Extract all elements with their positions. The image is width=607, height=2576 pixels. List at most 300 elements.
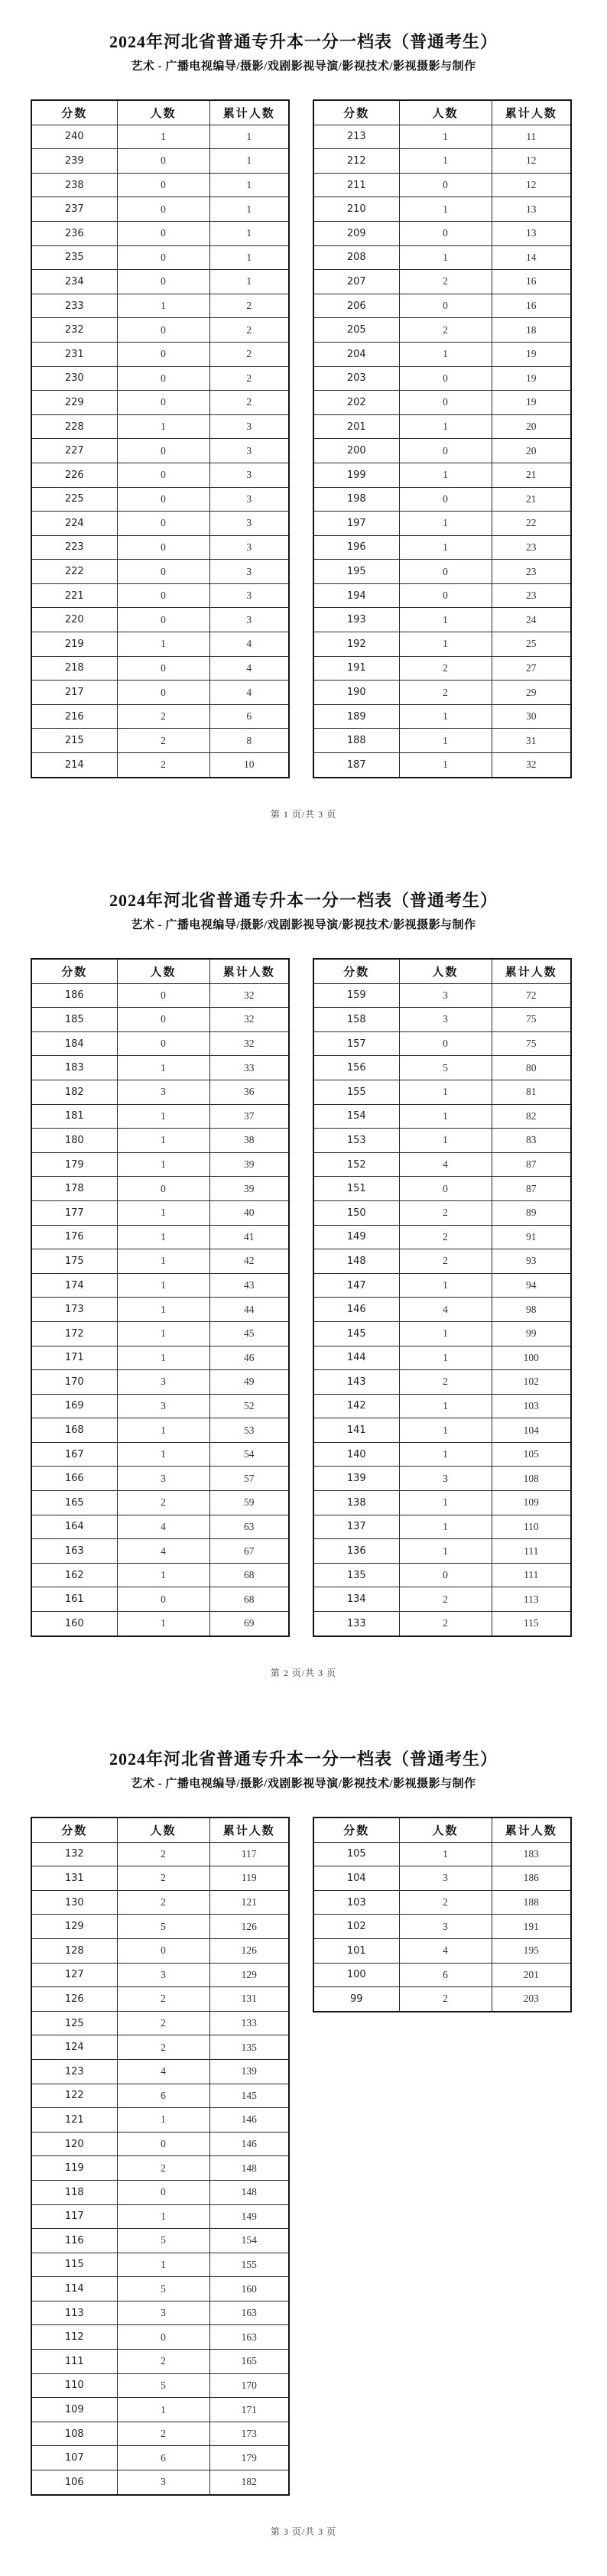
- score-table-left: [31, 958, 290, 1637]
- cumulative-count-cell: 163: [209, 2325, 289, 2350]
- score-cell: 148: [313, 1249, 399, 1274]
- count-cell: 2: [399, 1370, 492, 1395]
- cumulative-count-cell: 3: [209, 512, 289, 536]
- count-cell: 1: [399, 1104, 492, 1129]
- cumulative-count-cell: 129: [209, 1963, 289, 1987]
- cumulative-count-cell: 179: [209, 2446, 289, 2470]
- table-body: [31, 983, 289, 1636]
- table-row: [313, 1346, 571, 1370]
- table-row: [313, 1273, 571, 1298]
- count-cell: 2: [399, 1225, 492, 1249]
- score-cell: 199: [313, 463, 399, 487]
- column-header: 分数: [313, 1817, 399, 1842]
- cumulative-count-cell: 1: [209, 245, 289, 270]
- table-row: [31, 1587, 289, 1612]
- cumulative-count-cell: 32: [209, 1008, 289, 1032]
- score-cell: 133: [313, 1612, 399, 1636]
- count-cell: 1: [117, 1346, 209, 1370]
- score-cell: 239: [31, 149, 117, 174]
- cumulative-count-cell: 103: [492, 1394, 571, 1418]
- table-row: [31, 632, 289, 657]
- column-header: 累计人数: [492, 100, 571, 125]
- count-cell: 3: [399, 1915, 492, 1939]
- cumulative-count-cell: 13: [492, 197, 571, 222]
- table-row: [313, 391, 571, 415]
- count-cell: 1: [117, 1321, 209, 1346]
- score-cell: 107: [31, 2446, 117, 2470]
- count-cell: 0: [399, 294, 492, 318]
- table-row: [31, 983, 289, 1008]
- count-cell: 0: [117, 983, 209, 1008]
- count-cell: 1: [399, 535, 492, 560]
- cumulative-count-cell: 94: [492, 1273, 571, 1298]
- count-cell: 3: [399, 983, 492, 1008]
- cumulative-count-cell: 111: [492, 1563, 571, 1587]
- score-cell: 149: [313, 1225, 399, 1249]
- score-cell: 174: [31, 1273, 117, 1298]
- count-cell: 3: [117, 1963, 209, 1987]
- cumulative-count-cell: 63: [209, 1515, 289, 1539]
- table-row: [313, 1129, 571, 1153]
- table-row: [31, 2350, 289, 2374]
- cumulative-count-cell: 171: [209, 2398, 289, 2422]
- score-cell: 186: [31, 983, 117, 1008]
- column-header: 累计人数: [209, 959, 289, 983]
- table-row: [31, 1418, 289, 1443]
- score-cell: 213: [313, 125, 399, 149]
- table-row: [313, 1225, 571, 1249]
- cumulative-count-cell: 2: [209, 391, 289, 415]
- count-cell: 0: [117, 2325, 209, 2350]
- score-cell: 203: [313, 366, 399, 391]
- score-cell: 207: [313, 270, 399, 294]
- cumulative-count-cell: 1: [209, 149, 289, 174]
- score-cell: 109: [31, 2398, 117, 2422]
- score-cell: 197: [313, 512, 399, 536]
- table-row: [31, 1842, 289, 1866]
- table-row: [31, 1987, 289, 2012]
- column-header: 累计人数: [209, 1817, 289, 1842]
- count-cell: 1: [399, 125, 492, 149]
- table-row: [313, 1842, 571, 1866]
- score-cell: 231: [31, 342, 117, 366]
- score-cell: 209: [313, 221, 399, 245]
- cumulative-count-cell: 67: [209, 1539, 289, 1564]
- count-cell: 2: [117, 2035, 209, 2060]
- count-cell: 0: [117, 608, 209, 632]
- score-cell: 179: [31, 1152, 117, 1177]
- page-title: 2024年河北省普通专升本一分一档表（普通考生）: [109, 1749, 498, 1769]
- table-row: [31, 1612, 289, 1636]
- score-cell: 153: [313, 1129, 399, 1153]
- score-cell: 168: [31, 1418, 117, 1443]
- count-cell: 1: [117, 1225, 209, 1249]
- score-cell: 236: [31, 221, 117, 245]
- table-row: [313, 1467, 571, 1491]
- cumulative-count-cell: 20: [492, 439, 571, 463]
- count-cell: 1: [117, 1273, 209, 1298]
- table-row: [31, 560, 289, 584]
- count-cell: 0: [117, 149, 209, 174]
- cumulative-count-cell: 81: [492, 1080, 571, 1104]
- count-cell: 0: [399, 173, 492, 197]
- table-row: [313, 1987, 571, 2012]
- cumulative-count-cell: 105: [492, 1442, 571, 1467]
- table-header-row: [313, 959, 571, 983]
- count-cell: 2: [117, 1987, 209, 2012]
- count-cell: 0: [117, 487, 209, 512]
- count-cell: 5: [117, 1915, 209, 1939]
- cumulative-count-cell: 43: [209, 1273, 289, 1298]
- table-row: [313, 342, 571, 366]
- cumulative-count-cell: 82: [492, 1104, 571, 1129]
- table-row: [313, 1612, 571, 1636]
- cumulative-count-cell: 33: [209, 1056, 289, 1080]
- cumulative-count-cell: 135: [209, 2035, 289, 2060]
- score-table-right: [313, 1817, 572, 2012]
- table-row: [31, 487, 289, 512]
- score-cell: 151: [313, 1177, 399, 1201]
- table-row: [313, 704, 571, 729]
- column-header: 分数: [313, 100, 399, 125]
- cumulative-count-cell: 4: [209, 681, 289, 705]
- score-cell: 194: [313, 583, 399, 608]
- score-cell: 129: [31, 1915, 117, 1939]
- table-row: [31, 318, 289, 343]
- table-row: [31, 1491, 289, 1515]
- cumulative-count-cell: 91: [492, 1225, 571, 1249]
- score-cell: 184: [31, 1031, 117, 1056]
- score-cell: 212: [313, 149, 399, 174]
- score-cell: 105: [313, 1842, 399, 1866]
- count-cell: 1: [117, 1200, 209, 1225]
- score-table-left: [31, 99, 290, 778]
- cumulative-count-cell: 93: [492, 1249, 571, 1274]
- count-cell: 1: [399, 1515, 492, 1539]
- cumulative-count-cell: 19: [492, 366, 571, 391]
- cumulative-count-cell: 29: [492, 681, 571, 705]
- score-cell: 113: [31, 2301, 117, 2325]
- cumulative-count-cell: 201: [492, 1963, 571, 1987]
- cumulative-count-cell: 22: [492, 512, 571, 536]
- table-row: [31, 197, 289, 222]
- score-cell: 226: [31, 463, 117, 487]
- count-cell: 0: [117, 1177, 209, 1201]
- score-cell: 172: [31, 1321, 117, 1346]
- count-cell: 0: [399, 1177, 492, 1201]
- cumulative-count-cell: 23: [492, 560, 571, 584]
- score-cell: 204: [313, 342, 399, 366]
- cumulative-count-cell: 146: [209, 2132, 289, 2156]
- count-cell: 2: [117, 2156, 209, 2181]
- count-cell: 1: [117, 1298, 209, 1322]
- table-row: [31, 681, 289, 705]
- cumulative-count-cell: 18: [492, 318, 571, 343]
- score-cell: 229: [31, 391, 117, 415]
- table-row: [313, 1587, 571, 1612]
- table-row: [31, 2446, 289, 2470]
- count-cell: 0: [117, 270, 209, 294]
- cumulative-count-cell: 27: [492, 656, 571, 681]
- cumulative-count-cell: 21: [492, 487, 571, 512]
- table-row: [31, 1225, 289, 1249]
- table-row: [313, 729, 571, 753]
- table-row: [313, 318, 571, 343]
- score-cell: 135: [313, 1563, 399, 1587]
- table-row: [313, 270, 571, 294]
- table-row: [313, 1915, 571, 1939]
- table-row: [31, 1104, 289, 1129]
- cumulative-count-cell: 16: [492, 270, 571, 294]
- cumulative-count-cell: 46: [209, 1346, 289, 1370]
- table-row: [313, 149, 571, 174]
- score-cell: 216: [31, 704, 117, 729]
- cumulative-count-cell: 30: [492, 704, 571, 729]
- table-row: [31, 414, 289, 439]
- table-row: [31, 1249, 289, 1274]
- score-cell: 155: [313, 1080, 399, 1104]
- cumulative-count-cell: 3: [209, 608, 289, 632]
- table-row: [31, 439, 289, 463]
- score-cell: 202: [313, 391, 399, 415]
- count-cell: 0: [117, 681, 209, 705]
- score-cell: 110: [31, 2373, 117, 2398]
- cumulative-count-cell: 53: [209, 1418, 289, 1443]
- score-cell: 138: [313, 1491, 399, 1515]
- score-cell: 136: [313, 1539, 399, 1564]
- table-row: [313, 125, 571, 149]
- count-cell: 2: [117, 2011, 209, 2035]
- score-cell: 211: [313, 173, 399, 197]
- count-cell: 1: [399, 1080, 492, 1104]
- cumulative-count-cell: 3: [209, 583, 289, 608]
- page-title: 2024年河北省普通专升本一分一档表（普通考生）: [109, 32, 498, 51]
- count-cell: 4: [399, 1938, 492, 1963]
- table-row: [31, 753, 289, 778]
- count-cell: 3: [117, 1370, 209, 1395]
- cumulative-count-cell: 44: [209, 1298, 289, 1322]
- score-cell: 161: [31, 1587, 117, 1612]
- count-cell: 1: [399, 704, 492, 729]
- tables-container: [31, 1817, 572, 2496]
- table-row: [31, 1963, 289, 1987]
- score-cell: 103: [313, 1890, 399, 1915]
- page-subtitle: 艺术 - 广播电视编导/摄影/戏剧影视导演/影视技术/影视摄影与制作: [131, 1778, 476, 1790]
- cumulative-count-cell: 121: [209, 1890, 289, 1915]
- table-row: [31, 391, 289, 415]
- cumulative-count-cell: 1: [209, 221, 289, 245]
- cumulative-count-cell: 139: [209, 2059, 289, 2084]
- count-cell: 2: [399, 1249, 492, 1274]
- score-cell: 185: [31, 1008, 117, 1032]
- cumulative-count-cell: 75: [492, 1008, 571, 1032]
- column-header: 人数: [117, 959, 209, 983]
- score-cell: 238: [31, 173, 117, 197]
- count-cell: 1: [399, 463, 492, 487]
- table-row: [313, 1104, 571, 1129]
- score-cell: 190: [313, 681, 399, 705]
- cumulative-count-cell: 4: [209, 632, 289, 657]
- count-cell: 2: [117, 729, 209, 753]
- table-row: [313, 463, 571, 487]
- score-cell: 125: [31, 2011, 117, 2035]
- count-cell: 1: [399, 1442, 492, 1467]
- count-cell: 4: [399, 1298, 492, 1322]
- count-cell: 3: [399, 1866, 492, 1891]
- cumulative-count-cell: 25: [492, 632, 571, 657]
- count-cell: 2: [399, 656, 492, 681]
- table-row: [313, 197, 571, 222]
- score-cell: 210: [313, 197, 399, 222]
- cumulative-count-cell: 115: [492, 1612, 571, 1636]
- table-row: [31, 1370, 289, 1395]
- table-row: [313, 294, 571, 318]
- score-cell: 175: [31, 1249, 117, 1274]
- table-row: [31, 1321, 289, 1346]
- table-row: [31, 1394, 289, 1418]
- count-cell: 0: [399, 221, 492, 245]
- score-cell: 120: [31, 2132, 117, 2156]
- count-cell: 1: [399, 512, 492, 536]
- table-row: [313, 1539, 571, 1564]
- score-cell: 233: [31, 294, 117, 318]
- cumulative-count-cell: 87: [492, 1177, 571, 1201]
- table-header-row: [31, 959, 289, 983]
- table-body: [313, 983, 571, 1636]
- cumulative-count-cell: 19: [492, 391, 571, 415]
- table-row: [31, 2398, 289, 2422]
- count-cell: 3: [117, 2301, 209, 2325]
- count-cell: 5: [399, 1056, 492, 1080]
- cumulative-count-cell: 68: [209, 1587, 289, 1612]
- table-row: [31, 1866, 289, 1891]
- table-row: [31, 2470, 289, 2495]
- page-number: 第 2 页/共 3 页: [270, 1668, 337, 1678]
- cumulative-count-cell: 32: [209, 983, 289, 1008]
- score-cell: 230: [31, 366, 117, 391]
- count-cell: 0: [117, 318, 209, 343]
- column-header: 分数: [313, 959, 399, 983]
- cumulative-count-cell: 186: [492, 1866, 571, 1891]
- cumulative-count-cell: 2: [209, 366, 289, 391]
- table-row: [313, 245, 571, 270]
- page-title: 2024年河北省普通专升本一分一档表（普通考生）: [109, 891, 498, 910]
- score-cell: 228: [31, 414, 117, 439]
- count-cell: 0: [399, 560, 492, 584]
- cumulative-count-cell: 40: [209, 1200, 289, 1225]
- table-row: [31, 2084, 289, 2108]
- count-cell: 2: [117, 1866, 209, 1891]
- score-cell: 123: [31, 2059, 117, 2084]
- score-cell: 181: [31, 1104, 117, 1129]
- score-cell: 165: [31, 1491, 117, 1515]
- count-cell: 5: [117, 2229, 209, 2253]
- score-cell: 221: [31, 583, 117, 608]
- count-cell: 2: [399, 1612, 492, 1636]
- column-header: 人数: [117, 1817, 209, 1842]
- count-cell: 1: [117, 2204, 209, 2229]
- score-cell: 173: [31, 1298, 117, 1322]
- cumulative-count-cell: 149: [209, 2204, 289, 2229]
- score-cell: 224: [31, 512, 117, 536]
- count-cell: 2: [117, 1890, 209, 1915]
- count-cell: 0: [399, 487, 492, 512]
- cumulative-count-cell: 3: [209, 414, 289, 439]
- score-cell: 188: [313, 729, 399, 753]
- score-cell: 201: [313, 414, 399, 439]
- count-cell: 1: [117, 1152, 209, 1177]
- score-cell: 150: [313, 1200, 399, 1225]
- score-cell: 122: [31, 2084, 117, 2108]
- score-cell: 111: [31, 2350, 117, 2374]
- table-row: [313, 1442, 571, 1467]
- score-cell: 140: [313, 1442, 399, 1467]
- table-row: [313, 1056, 571, 1080]
- score-cell: 240: [31, 125, 117, 149]
- table-row: [31, 1515, 289, 1539]
- score-cell: 144: [313, 1346, 399, 1370]
- count-cell: 1: [399, 1129, 492, 1153]
- cumulative-count-cell: 1: [209, 125, 289, 149]
- score-cell: 206: [313, 294, 399, 318]
- table-row: [313, 1031, 571, 1056]
- score-cell: 214: [31, 753, 117, 778]
- score-cell: 205: [313, 318, 399, 343]
- score-cell: 219: [31, 632, 117, 657]
- table-row: [31, 2132, 289, 2156]
- cumulative-count-cell: 102: [492, 1370, 571, 1395]
- score-cell: 145: [313, 1321, 399, 1346]
- cumulative-count-cell: 23: [492, 583, 571, 608]
- table-row: [31, 1273, 289, 1298]
- cumulative-count-cell: 11: [492, 125, 571, 149]
- score-cell: 100: [313, 1963, 399, 1987]
- count-cell: 0: [117, 197, 209, 222]
- cumulative-count-cell: 117: [209, 1842, 289, 1866]
- score-cell: 146: [313, 1298, 399, 1322]
- cumulative-count-cell: 21: [492, 463, 571, 487]
- cumulative-count-cell: 188: [492, 1890, 571, 1915]
- cumulative-count-cell: 182: [209, 2470, 289, 2495]
- score-cell: 124: [31, 2035, 117, 2060]
- cumulative-count-cell: 2: [209, 294, 289, 318]
- score-cell: 183: [31, 1056, 117, 1080]
- table-row: [313, 1866, 571, 1891]
- cumulative-count-cell: 19: [492, 342, 571, 366]
- cumulative-count-cell: 8: [209, 729, 289, 753]
- cumulative-count-cell: 68: [209, 1563, 289, 1587]
- count-cell: 4: [117, 1539, 209, 1564]
- cumulative-count-cell: 83: [492, 1129, 571, 1153]
- table-row: [31, 294, 289, 318]
- score-cell: 143: [313, 1370, 399, 1395]
- tables-container: [31, 99, 572, 778]
- score-cell: 160: [31, 1612, 117, 1636]
- count-cell: 6: [117, 2446, 209, 2470]
- score-cell: 142: [313, 1394, 399, 1418]
- cumulative-count-cell: 126: [209, 1938, 289, 1963]
- count-cell: 0: [117, 583, 209, 608]
- count-cell: 1: [117, 2398, 209, 2422]
- count-cell: 0: [399, 583, 492, 608]
- table-row: [31, 2011, 289, 2035]
- score-cell: 237: [31, 197, 117, 222]
- page-subtitle: 艺术 - 广播电视编导/摄影/戏剧影视导演/影视技术/影视摄影与制作: [131, 919, 476, 931]
- score-cell: 208: [313, 245, 399, 270]
- cumulative-count-cell: 1: [209, 173, 289, 197]
- score-table-right: [313, 99, 572, 778]
- count-cell: 0: [117, 1938, 209, 1963]
